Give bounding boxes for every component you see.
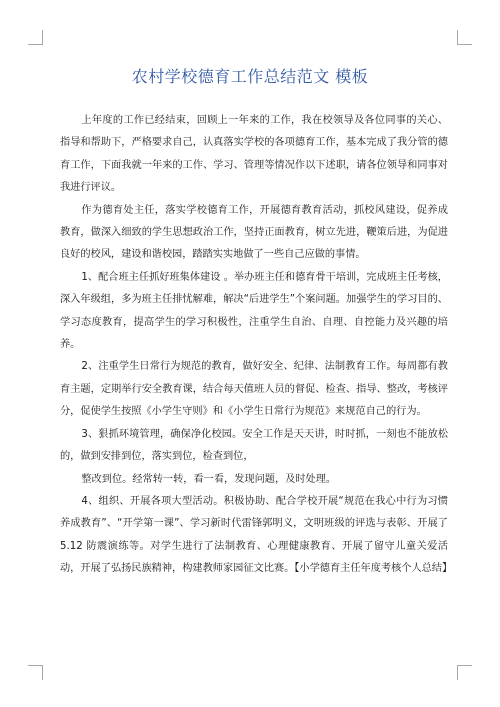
paragraph-item-3-continued: 整改到位。经常转一转，看一看，发现问题，及时处理。	[81, 473, 337, 485]
crop-mark-bottom-right	[457, 665, 472, 680]
document-title: 农村学校德育工作总结范文 模板	[131, 67, 369, 86]
paragraph-intro: 上年度的工作已经结束，回顾上一年来的工作，我在校领导及各位同事的关心、指导和帮助下，严格要求自己，认真落实学校的各项德育工作，基本完成了我分管的德育工作，下面我就一年来的工作、学习、管理等情况作以下述职，请各位领导和同事对我进行评议。	[60, 115, 448, 194]
paragraph-item-1: 1、配合班主任抓好班集体建设 。举办班主任和德育骨干培训，完成班主任考核，深入年级组，多为班主任排忧解难，解决“后进学生”个案问题。加强学生的学习目的、学习态度教育，提高学生的学习积极性，注重学生自治、自理、自控能力及兴趣的培养。	[60, 271, 448, 351]
document-body	[60, 110, 453, 581]
crop-mark-top-left	[28, 30, 43, 45]
paragraph-item-3: 3、狠抓环境管理，确保净化校园。安全工作是天天讲，时时抓，一刻也不能放松的，做到安排到位，落实到位，检查到位，	[60, 428, 448, 463]
paragraph-role: 作为德育处主任，落实学校德育工作，开展德育教育活动，抓校风建设，促养成教育，做深入细致的学生思想政治工作，坚持正面教育，树立先进，鞭策后进，为促进良好的校风，建设和谐校园，踏踏实实地做了一些自己应做的事情。	[60, 204, 448, 261]
crop-mark-top-right	[457, 30, 472, 45]
paragraph-item-2: 2、注重学生日常行为规范的教育，做好安全、纪律、法制教育工作。每周都有教育主题，定期举行安全教育课，结合每天值班人员的督促、检查、指导、整改，考核评分，促使学生按照《小学生守则》和《小学生日常行为规范》来规范自己的行为。	[60, 361, 448, 418]
paragraph-item-4: 4、组织、开展各项大型活动。积极协助、配合学校开展“规范在我心中行为习惯养成教育”、“开学第一课”、学习新时代雷锋郭明义，文明班级的评选与表彰、开展了5.12 防震演练等。对学生进行了法制教育、心理健康教育、开展了留守儿童关爱活动，开展了弘扬民族精神，构建教师家园征文比赛。【小学德育主任年度考核个人总结】	[60, 495, 453, 575]
crop-mark-bottom-left	[28, 665, 43, 680]
